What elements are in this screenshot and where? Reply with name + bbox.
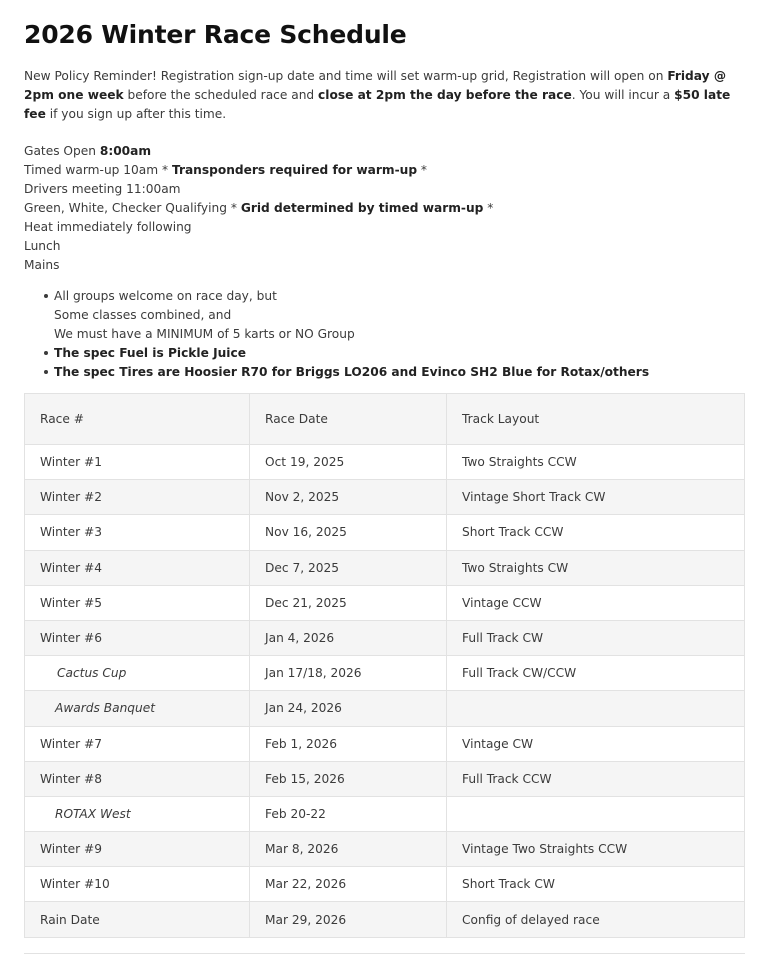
table-row — [25, 656, 745, 691]
list-item-fuel — [54, 344, 649, 363]
race-date: Oct 19, 2025 — [250, 445, 447, 480]
race-name: Winter #6 — [25, 620, 250, 655]
gates-open-line — [24, 142, 493, 161]
track-layout: Vintage CW — [447, 726, 745, 761]
race-name: Rain Date — [25, 902, 250, 937]
policy-reminder — [24, 67, 742, 124]
table-row — [25, 445, 745, 480]
mains-line: Mains — [24, 258, 60, 272]
policy-text-1: New Policy Reminder! Registration sign-up date and time will set warm-up grid, Registration will open on — [24, 69, 668, 83]
policy-close-time: close at 2pm the day before the race — [318, 88, 572, 102]
race-name: Winter #8 — [25, 761, 250, 796]
track-layout: Full Track CW — [447, 620, 745, 655]
gates-open-time: 8:00am — [99, 144, 152, 158]
table-row — [25, 726, 745, 761]
table-row — [25, 902, 745, 937]
policy-open-time: Friday @ 2pm one week — [24, 69, 727, 102]
groups-note-line-2: Some classes combined, and — [54, 308, 232, 322]
header-race-number: Race # — [25, 394, 250, 445]
lunch-line: Lunch — [24, 239, 61, 253]
track-layout: Vintage Short Track CW — [447, 480, 745, 515]
race-day-schedule — [24, 142, 493, 275]
special-event-name — [25, 796, 250, 831]
footer-divider — [24, 953, 745, 954]
track-layout: Two Straights CW — [447, 550, 745, 585]
race-name: Winter #3 — [25, 515, 250, 550]
race-date: Dec 7, 2025 — [250, 550, 447, 585]
race-date: Mar 8, 2026 — [250, 832, 447, 867]
special-event-label: Awards Banquet — [55, 701, 156, 716]
qualifying-line — [24, 199, 493, 218]
spec-fuel-note: The spec Fuel is Pickle Juice — [54, 346, 246, 360]
race-name: Winter #4 — [25, 550, 250, 585]
warmup-tail: * — [417, 163, 428, 177]
qualifying-label: Green, White, Checker Qualifying * — [24, 201, 241, 215]
table-row — [25, 480, 745, 515]
race-date: Jan 24, 2026 — [250, 691, 447, 726]
drivers-meeting-line: Drivers meeting 11:00am — [24, 182, 181, 196]
race-schedule-table — [24, 393, 745, 938]
track-layout: Full Track CCW — [447, 761, 745, 796]
track-layout: Short Track CCW — [447, 515, 745, 550]
table-row — [25, 867, 745, 902]
table-row — [25, 585, 745, 620]
race-date: Mar 29, 2026 — [250, 902, 447, 937]
race-date: Mar 22, 2026 — [250, 867, 447, 902]
track-layout: Config of delayed race — [447, 902, 745, 937]
track-layout: Vintage CCW — [447, 585, 745, 620]
race-date: Nov 2, 2025 — [250, 480, 447, 515]
qualifying-note: Grid determined by timed warm-up — [240, 201, 484, 215]
race-date: Jan 4, 2026 — [250, 620, 447, 655]
race-name: Winter #1 — [25, 445, 250, 480]
list-item-tires — [54, 363, 649, 382]
header-race-date: Race Date — [250, 394, 447, 445]
race-date: Feb 1, 2026 — [250, 726, 447, 761]
track-layout: Two Straights CCW — [447, 445, 745, 480]
race-notes-list — [54, 287, 649, 382]
race-date: Feb 20-22 — [250, 796, 447, 831]
table-row — [25, 691, 745, 726]
gates-open-label: Gates Open — [24, 144, 100, 158]
table-row — [25, 515, 745, 550]
qualifying-tail: * — [483, 201, 494, 215]
table-row — [25, 550, 745, 585]
race-name: Winter #9 — [25, 832, 250, 867]
table-header-row — [25, 394, 745, 445]
race-name: Winter #10 — [25, 867, 250, 902]
table-row — [25, 796, 745, 831]
race-date: Dec 21, 2025 — [250, 585, 447, 620]
table-row — [25, 761, 745, 796]
page-title: 2026 Winter Race Schedule — [24, 20, 407, 49]
race-date: Feb 15, 2026 — [250, 761, 447, 796]
race-date: Jan 17/18, 2026 — [250, 656, 447, 691]
list-item-groups — [54, 287, 649, 344]
groups-note-line-1: All groups welcome on race day, but — [54, 289, 277, 303]
policy-text-3: . You will incur a — [571, 88, 675, 102]
table-row — [25, 832, 745, 867]
table-row — [25, 620, 745, 655]
header-track-layout: Track Layout — [447, 394, 745, 445]
warmup-note: Transponders required for warm-up — [171, 163, 418, 177]
track-layout: Short Track CW — [447, 867, 745, 902]
policy-text-2: before the scheduled race and — [123, 88, 319, 102]
spec-tires-note: The spec Tires are Hoosier R70 for Briggs LO206 and Evinco SH2 Blue for Rotax/others — [54, 365, 650, 379]
race-name: Winter #5 — [25, 585, 250, 620]
warmup-line — [24, 161, 493, 180]
special-event-name — [25, 691, 250, 726]
special-event-label: Cactus Cup — [57, 666, 127, 681]
policy-text-4: if you sign up after this time. — [45, 107, 227, 121]
track-layout — [447, 691, 745, 726]
race-name: Winter #7 — [25, 726, 250, 761]
race-name: Winter #2 — [25, 480, 250, 515]
track-layout: Vintage Two Straights CCW — [447, 832, 745, 867]
race-date: Nov 16, 2025 — [250, 515, 447, 550]
track-layout — [447, 796, 745, 831]
heat-line: Heat immediately following — [24, 220, 192, 234]
special-event-name — [25, 656, 250, 691]
policy-late-fee: $50 late fee — [24, 88, 731, 121]
special-event-label: ROTAX West — [55, 806, 131, 821]
track-layout: Full Track CW/CCW — [447, 656, 745, 691]
warmup-label: Timed warm-up 10am * — [24, 163, 172, 177]
groups-note-line-3: We must have a MINIMUM of 5 karts or NO Group — [54, 327, 355, 341]
